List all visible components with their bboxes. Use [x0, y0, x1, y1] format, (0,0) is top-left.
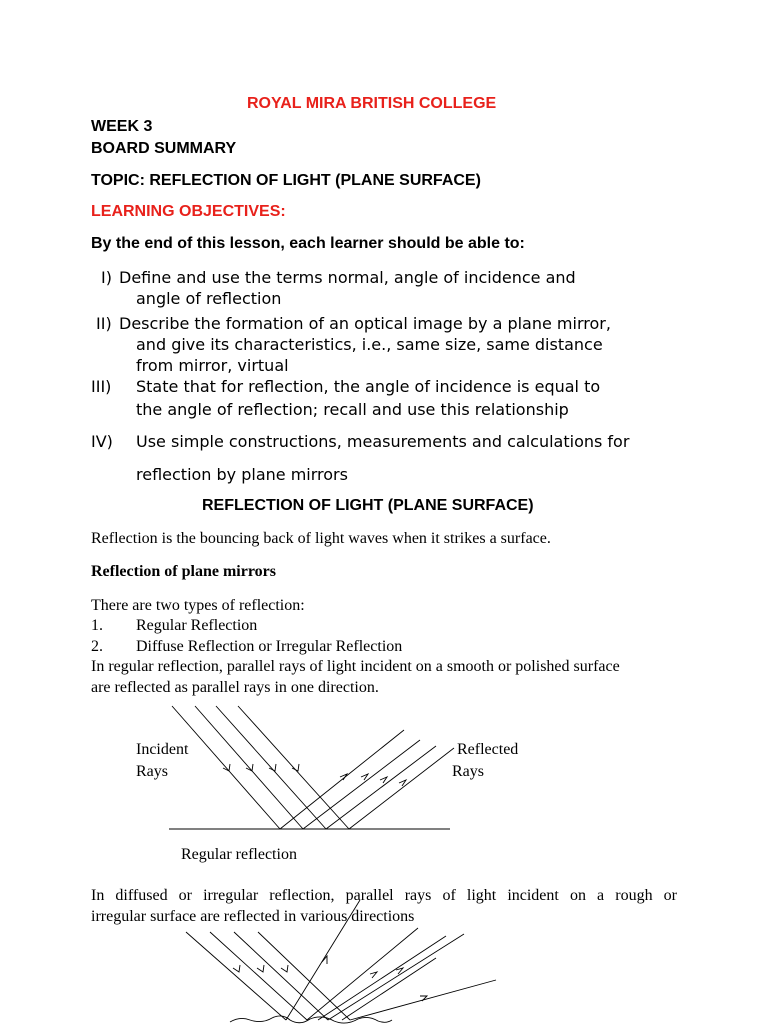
incident-rays-label: Rays [136, 763, 168, 780]
arrowhead [370, 972, 377, 978]
objective-marker: III) [91, 377, 112, 396]
objective-marker: II) [96, 314, 112, 333]
objective-line: Define and use the terms normal, angle of incidence and [119, 268, 576, 287]
objective-marker: IV) [91, 432, 113, 451]
types-intro: There are two types of reflection: [91, 597, 305, 614]
incident-ray [258, 932, 350, 1020]
regular-reflection-diagram [169, 706, 454, 829]
type-text: Regular Reflection [136, 617, 258, 634]
regular-paragraph-line: In regular reflection, parallel rays of light incident on a smooth or polished surface [91, 658, 620, 675]
regular-paragraph-line: are reflected as parallel rays in one direction. [91, 679, 379, 696]
objective-line: and give its characteristics, i.e., same size, same distance [136, 335, 603, 354]
incident-ray [234, 932, 328, 1020]
type-text: Diffuse Reflection or Irregular Reflection [136, 638, 403, 655]
diffuse-reflection-diagram [186, 900, 496, 1023]
objective-line: from mirror, virtual [136, 356, 289, 375]
regular-reflection-caption: Regular reflection [181, 846, 297, 863]
objective-line: Describe the formation of an optical image by a plane mirror, [119, 314, 611, 333]
incident-ray [195, 706, 303, 829]
objective-marker: I) [101, 268, 112, 287]
arrowhead [361, 774, 368, 780]
objective-line: angle of reflection [136, 289, 282, 308]
incident-ray [216, 706, 326, 829]
topic-title: TOPIC: REFLECTION OF LIGHT (PLANE SURFACE) [91, 172, 481, 189]
college-name: ROYAL MIRA BRITISH COLLEGE [247, 95, 497, 112]
arrowhead [257, 965, 264, 972]
subheading-plane-mirrors: Reflection of plane mirrors [91, 563, 276, 580]
arrowhead [340, 774, 347, 780]
arrowhead [380, 777, 387, 783]
reflected-ray [326, 746, 436, 829]
reflection-definition: Reflection is the bouncing back of light waves when it strikes a surface. [91, 530, 551, 547]
incident-ray [210, 932, 307, 1020]
incident-ray [238, 706, 349, 829]
objectives-heading: LEARNING OBJECTIVES: [91, 203, 286, 220]
objective-line: reflection by plane mirrors [136, 465, 348, 484]
incident-label: Incident [136, 741, 189, 758]
type-number: 1. [91, 617, 103, 634]
diffuse-paragraph-line: irregular surface are reflected in various directions [91, 908, 415, 925]
reflected-ray [286, 900, 360, 1020]
reflected-ray [342, 958, 436, 1020]
week-label: WEEK 3 [91, 118, 153, 135]
objective-line: Use simple constructions, measurements and calculations for [136, 432, 630, 451]
incident-ray [172, 706, 280, 829]
arrowhead [233, 965, 240, 972]
diffuse-paragraph-line: In diffused or irregular reflection, parallel rays of light incident on a rough or [91, 887, 677, 904]
reflected-ray [349, 748, 454, 829]
type-number: 2. [91, 638, 103, 655]
incident-ray [186, 932, 286, 1020]
reflected-label: Reflected [457, 741, 519, 758]
reflected-ray [303, 740, 420, 829]
board-summary-label: BOARD SUMMARY [91, 140, 237, 157]
objectives-intro: By the end of this lesson, each learner should be able to: [91, 235, 525, 252]
section-title: REFLECTION OF LIGHT (PLANE SURFACE) [202, 497, 534, 514]
arrowhead [269, 764, 276, 771]
objective-line: State that for reflection, the angle of incidence is equal to [136, 377, 601, 396]
reflected-rays-label: Rays [452, 763, 484, 780]
arrowhead [281, 965, 288, 972]
arrowhead [399, 780, 406, 786]
reflected-ray [318, 936, 446, 1020]
objective-line: the angle of reflection; recall and use this relationship [136, 400, 569, 419]
